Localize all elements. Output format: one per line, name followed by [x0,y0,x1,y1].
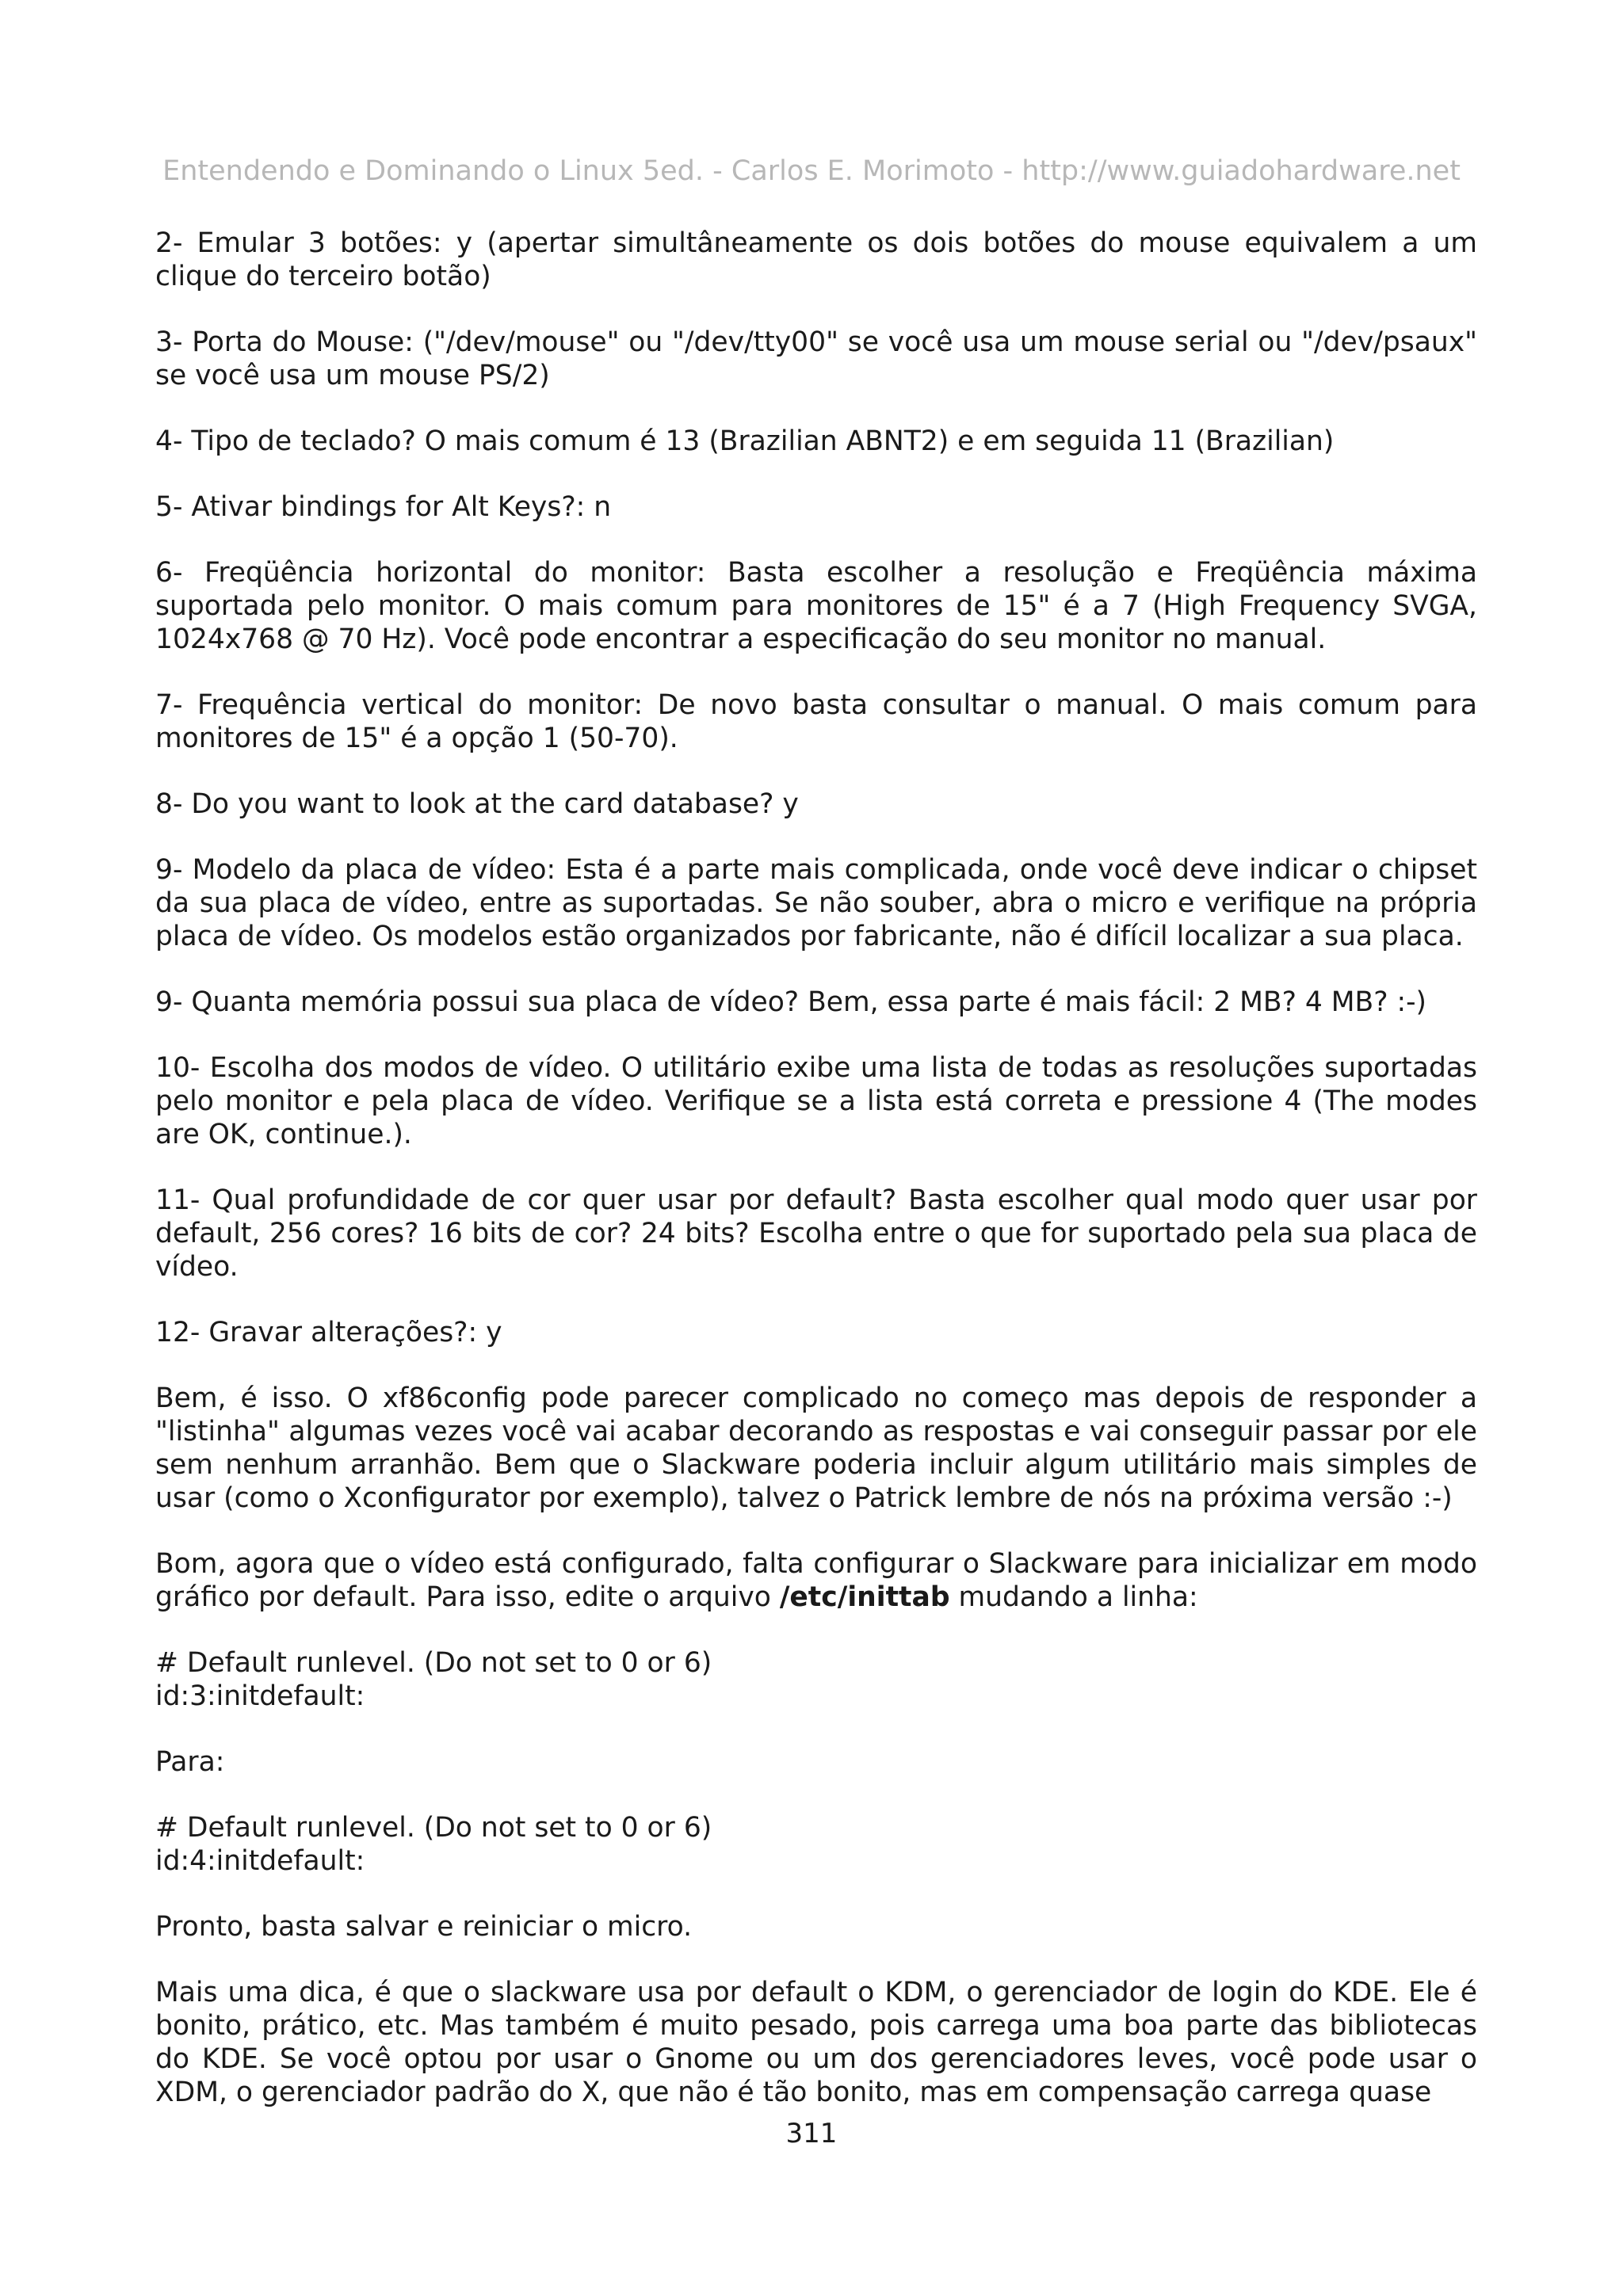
paragraph-pronto: Pronto, basta salvar e reiniciar o micro. [155,1911,693,1943]
paragraph-memoria-placa: 9- Quanta memória possui sua placa de vídeo? Bem, essa parte é mais fácil: 2 MB? 4 MB? :-) [155,986,1427,1018]
code-line: # Default runlevel. (Do not set to 0 or 6) [155,1812,712,1844]
paragraph-porta-mouse: 3- Porta do Mouse: ("/dev/mouse" ou "/dev/tty00" se você usa um mouse serial ou "/dev/psaux" se você usa um mouse PS/2) [155,326,1477,391]
paragraph-inittab [155,1547,1477,1614]
code-line: # Default runlevel. (Do not set to 0 or 6) [155,1647,712,1679]
page-number: 311 [785,2118,838,2149]
paragraph-frequencia-vertical: 7- Frequência vertical do monitor: De novo basta consultar o manual. O mais comum para monitores de 15" é a opção 1 (50-70). [155,689,1477,754]
paragraph-alt-keys: 5- Ativar bindings for Alt Keys?: n [155,491,612,523]
paragraph-para-label: Para: [155,1746,225,1778]
inittab-text-after: mudando a linha: [949,1581,1198,1613]
code-block-original [155,1646,1477,1713]
paragraph-gravar-alteracoes: 12- Gravar alterações?: y [155,1317,502,1348]
paragraph-modelo-placa: 9- Modelo da placa de vídeo: Esta é a parte mais complicada, onde você deve indicar o chipset da sua placa de vídeo, entre as suportadas. Se não souber, abra o micro e verifique na própria placa de vídeo. Os modelos estão organizados por fabricante, não é difícil localizar a sua placa. [155,854,1477,952]
code-block-new [155,1811,1477,1878]
page-body [155,227,1477,2142]
code-line: id:3:initdefault: [155,1680,365,1712]
paragraph-bem-e-isso: Bem, é isso. O xf86config pode parecer complicado no começo mas depois de responder a "listinha" algumas vezes você vai acabar decorando as respostas e vai conseguir passar por ele sem nenhum arranhão. Bem que o Slackware poderia incluir algum utilitário mais simples de usar (como o Xconfigurator por exemplo), talvez o Patrick lembre de nós na próxima versão :-) [155,1383,1477,1514]
paragraph-profundidade-cor: 11- Qual profundidade de cor quer usar por default? Basta escolher qual modo quer usar por default, 256 cores? 16 bits de cor? 24 bits? Escolha entre o que for suportado pela sua placa de vídeo. [155,1184,1477,1283]
inittab-path: /etc/inittab [779,1581,950,1613]
paragraph-frequencia-horizontal: 6- Freqüência horizontal do monitor: Basta escolher a resolução e Freqüência máxima suportada pelo monitor. O mais comum para monitores de 15" é a 7 (High Frequency SVGA, 1024x768 @ 70 Hz). Você pode encontrar a especificação do seu monitor no manual. [155,557,1477,655]
paragraph-emular-botoes: 2- Emular 3 botões: y (apertar simultâneamente os dois botões do mouse equivalem a um clique do terceiro botão) [155,227,1477,292]
paragraph-tipo-teclado: 4- Tipo de teclado? O mais comum é 13 (Brazilian ABNT2) e em seguida 11 (Brazilian) [155,425,1335,457]
code-line: id:4:initdefault: [155,1845,365,1877]
paragraph-mais-uma-dica: Mais uma dica, é que o slackware usa por default o KDM, o gerenciador de login do KDE. Ele é bonito, prático, etc. Mas também é muito pesado, pois carrega uma boa parte das bibliotecas do KDE. Se você optou por usar o Gnome ou um dos gerenciadores leves, você pode usar o XDM, o gerenciador padrão do X, que não é tão bonito, mas em compensação carrega quase [155,1977,1477,2108]
running-header: Entendendo e Dominando o Linux 5ed. - Carlos E. Morimoto - http://www.guiadohardware.net [162,155,1461,187]
paragraph-modos-video: 10- Escolha dos modos de vídeo. O utilitário exibe uma lista de todas as resoluções suportadas pelo monitor e pela placa de vídeo. Verifique se a lista está correta e pressione 4 (The modes are OK, continue.). [155,1052,1477,1150]
inittab-text-before: Bom, agora que o vídeo está configurado, falta configurar o Slackware para inicializar em modo gráfico por default. Para isso, edite o arquivo [155,1548,1477,1613]
paragraph-card-database: 8- Do you want to look at the card database? y [155,788,799,820]
